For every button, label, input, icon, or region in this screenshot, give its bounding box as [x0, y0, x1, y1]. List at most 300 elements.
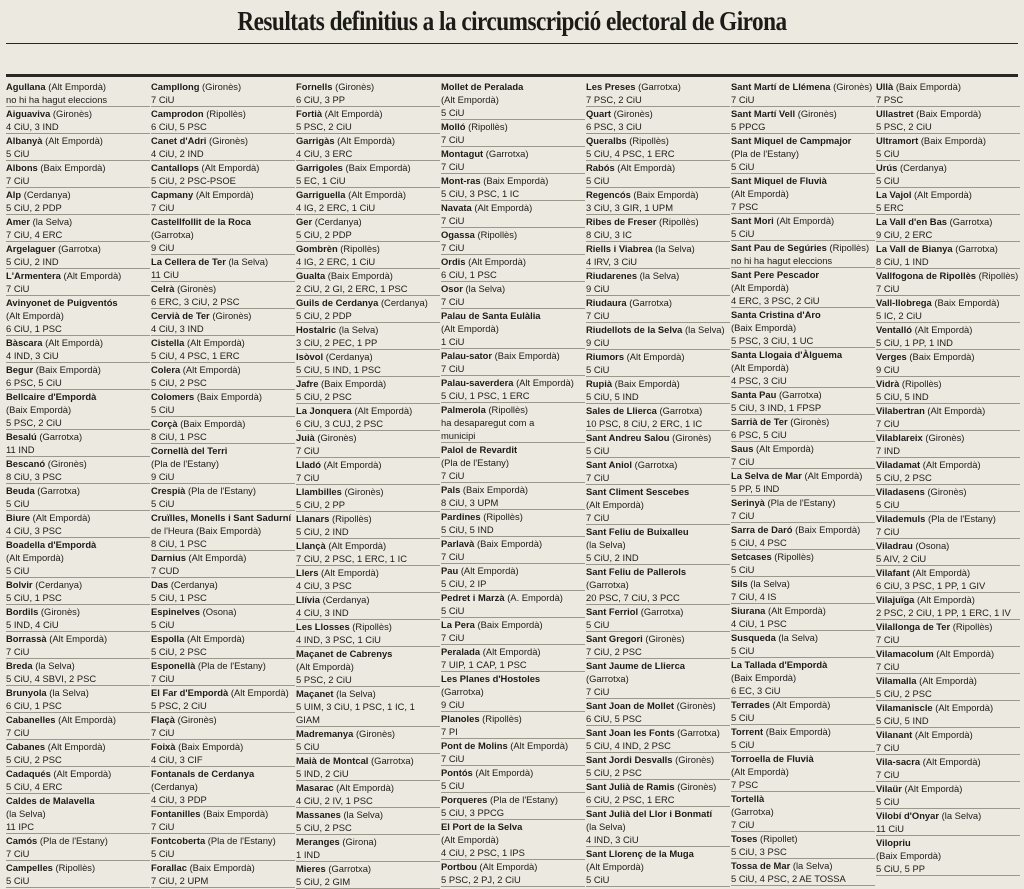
municipality-heading: [151, 713, 295, 726]
comarca-label: (Baix Empordà): [765, 726, 831, 737]
result-line: [441, 214, 585, 227]
result-text: 5 CiU, 2 PP: [296, 499, 345, 510]
comarca-label: (Gironès): [212, 310, 252, 321]
municipality-name: Gualta: [296, 270, 326, 281]
municipality-entry: [586, 107, 730, 134]
municipality-entry: [441, 483, 585, 510]
result-text: 7 CiU: [6, 646, 30, 657]
comarca-label: (Alt Empordà): [914, 324, 973, 335]
municipality-entry: [151, 807, 295, 834]
result-text: (Pla de l'Estany): [731, 148, 799, 159]
municipality-name: Parlavà: [441, 538, 475, 549]
result-text: 5 CiU: [6, 498, 30, 509]
municipality-entry: [876, 215, 1020, 242]
municipality-entry: [876, 782, 1020, 809]
municipality-name: Flaçà: [151, 714, 175, 725]
result-line: [441, 93, 585, 106]
municipality-heading: [441, 645, 585, 658]
municipality-name: Fortià: [296, 108, 323, 119]
municipality-name: Aiguaviva: [6, 108, 51, 119]
result-text: 4 CiU, 3 PSC: [6, 525, 62, 536]
result-text: 7 PSC, 2 CiU: [586, 94, 642, 105]
comarca-label: (Alt Empordà): [188, 552, 247, 563]
municipality-name: La Vall d'en Bas: [876, 216, 948, 227]
municipality-entry: [731, 415, 875, 442]
result-line: [296, 147, 440, 160]
result-text: 7 PI: [441, 726, 458, 737]
result-line: [441, 389, 585, 402]
municipality-name: Colomers: [151, 391, 195, 402]
result-line: [731, 428, 875, 441]
municipality-heading: [441, 564, 585, 577]
municipality-name: Sant Gregori: [586, 633, 643, 644]
municipality-heading: [296, 161, 440, 174]
comarca-label: (Ripollès): [488, 404, 529, 415]
municipality-name: Crespià: [151, 485, 186, 496]
result-line: [876, 282, 1020, 295]
municipality-heading: [586, 699, 730, 712]
result-line: [441, 873, 585, 886]
municipality-entry: [731, 134, 875, 174]
municipality-name: Jafre: [296, 378, 319, 389]
municipality-entry: [6, 861, 150, 888]
result-line: [441, 416, 585, 429]
result-line: [296, 579, 440, 592]
municipality-heading: [151, 417, 295, 430]
municipality-name: Les Preses: [586, 81, 636, 92]
municipality-entry: [586, 847, 730, 887]
municipality-entry: [731, 308, 875, 348]
municipality-heading: [731, 442, 875, 455]
municipality-entry: [586, 323, 730, 350]
result-text: 4 CiU, 2 IV, 1 PSC: [296, 795, 373, 806]
comarca-label: (Baix Empordà): [477, 619, 543, 630]
municipality-entry: [296, 647, 440, 687]
comarca-label: (la Selva): [35, 660, 75, 671]
municipality-entry: [876, 755, 1020, 782]
result-text: 5 CiU: [586, 874, 610, 885]
comarca-label: (Baix Empordà): [795, 524, 861, 535]
municipality-entry: [876, 161, 1020, 188]
municipality-entry: [151, 551, 295, 578]
municipality-entry: [876, 485, 1020, 512]
municipality-entry: [586, 565, 730, 605]
comarca-label: (Alt Empordà): [195, 189, 254, 200]
result-line: [586, 390, 730, 403]
result-line: [6, 753, 150, 766]
municipality-name: Fontcoberta: [151, 835, 206, 846]
result-text: 7 CiU, 2 PSC, 1 ERC, 1 IC: [296, 553, 407, 564]
municipality-heading: [876, 566, 1020, 579]
comarca-label: (Alt Empordà): [32, 512, 91, 523]
result-line: [6, 807, 150, 820]
municipality-entry: [6, 161, 150, 188]
municipality-entry: [151, 417, 295, 444]
result-text: 5 CiU: [6, 565, 30, 576]
result-text: (Alt Empordà): [731, 362, 789, 373]
result-text: 5 PSC, 2 CiU: [876, 121, 932, 132]
result-text: 6 PSC, 5 CiU: [731, 429, 787, 440]
result-line: [731, 805, 875, 818]
municipality-entry: [876, 539, 1020, 566]
result-text: 5 CiU, 2 IND: [586, 552, 639, 563]
comarca-label: (Garrotxa): [485, 148, 529, 159]
municipality-entry: [296, 377, 440, 404]
result-line: [6, 403, 150, 416]
municipality-entry: [441, 228, 585, 255]
result-text: 5 CiU, 4 PSC, 1 ERC: [151, 350, 240, 361]
comarca-label: (Cerdanya): [35, 579, 83, 590]
municipality-name: Quart: [586, 108, 612, 119]
municipality-name: Vilobí d'Onyar: [876, 810, 940, 821]
municipality-entry: [586, 269, 730, 296]
municipality-entry: [441, 618, 585, 645]
comarca-label: (Gironès): [925, 432, 965, 443]
municipality-name: Riells i Viabrea: [586, 243, 653, 254]
result-text: GIAM: [296, 714, 320, 725]
municipality-heading: [876, 674, 1020, 687]
result-line: [151, 497, 295, 510]
municipality-entry: [296, 566, 440, 593]
result-text: (Garrotxa): [441, 686, 484, 697]
municipality-heading: [731, 268, 875, 281]
municipality-heading: [876, 458, 1020, 471]
municipality-name: Bolvir: [6, 579, 33, 590]
municipality-heading: [441, 672, 585, 685]
result-line: [586, 93, 730, 106]
comarca-label: (Ripollès): [483, 511, 523, 522]
result-text: 7 CiU, 2 PSC: [586, 646, 642, 657]
municipality-heading: [731, 859, 875, 872]
result-line: [876, 390, 1020, 403]
result-text: 7 CiU: [876, 661, 900, 672]
municipality-heading: [296, 431, 440, 444]
result-text: 5 CiU, 3 IND, 1 FPSP: [731, 402, 822, 413]
municipality-heading: [441, 309, 585, 322]
municipality-heading: [586, 753, 730, 766]
result-text: 3 CiU, 3 GIR, 1 UPM: [586, 202, 673, 213]
result-text: 4 CiU, 3 IND: [296, 607, 349, 618]
municipality-heading: [731, 80, 875, 93]
municipality-entry: [441, 591, 585, 618]
result-line: [731, 254, 875, 267]
result-text: 5 IC, 2 CiU: [876, 310, 922, 321]
municipality-heading: [296, 350, 440, 363]
result-text: 9 CiU, 2 ERC: [876, 229, 933, 240]
result-text: 6 PSC, 3 CiU: [586, 121, 642, 132]
comarca-label: (Alt Empordà): [460, 565, 519, 576]
municipality-name: La Cellera de Ter: [151, 256, 226, 267]
municipality-heading: [151, 309, 295, 322]
municipality-name: Palmerola: [441, 404, 486, 415]
results-column: [586, 80, 731, 885]
municipality-entry: [586, 632, 730, 659]
municipality-heading: [296, 377, 440, 390]
municipality-name: Vilamalla: [876, 675, 917, 686]
result-line: [296, 498, 440, 511]
municipality-name: La Jonquera: [296, 405, 352, 416]
municipality-entry: [586, 161, 730, 188]
municipality-entry: [586, 188, 730, 215]
comarca-label: (Baix Empordà): [934, 297, 1000, 308]
result-text: 9 CiU: [586, 283, 610, 294]
municipality-heading: [296, 188, 440, 201]
result-line: [151, 120, 295, 133]
municipality-entry: [586, 215, 730, 242]
result-text: 7 CiU: [876, 769, 900, 780]
result-line: [6, 564, 150, 577]
municipality-name: La Selva de Mar: [731, 470, 802, 481]
result-text: 7 CiU: [586, 686, 610, 697]
result-text: 5 CiU, 5 IND: [876, 715, 929, 726]
comarca-label: (Alt Empordà): [230, 687, 289, 698]
results-column: [441, 80, 586, 885]
result-line: [586, 417, 730, 430]
result-text: (Alt Empordà): [441, 94, 499, 105]
municipality-heading: [586, 323, 730, 336]
municipality-heading: [296, 269, 440, 282]
comarca-label: (Alt Empordà): [47, 741, 106, 752]
municipality-name: Campelles: [6, 862, 53, 873]
municipality-entry: [296, 687, 440, 727]
comarca-label: (Baix Empordà): [462, 484, 529, 495]
municipality-name: Porqueres: [441, 794, 488, 805]
municipality-heading: [441, 820, 585, 833]
municipality-name: Sils: [731, 578, 748, 589]
comarca-label: (Alt Empordà): [804, 470, 863, 481]
result-text: 4 CiU, 3 IND: [6, 121, 59, 132]
comarca-label: (Gironès): [672, 432, 712, 443]
result-text: 4 IND, 3 PSC, 1 CiU: [296, 634, 381, 645]
municipality-name: Ullà: [876, 81, 894, 92]
result-line: [6, 120, 150, 133]
result-text: (Alt Empordà): [441, 834, 499, 845]
result-text: 5 CiU, 2 PSC: [876, 688, 932, 699]
municipality-entry: [151, 134, 295, 161]
municipality-heading: [151, 659, 295, 672]
result-text: 7 CiU: [586, 310, 610, 321]
municipality-heading: [441, 712, 585, 725]
result-line: [296, 390, 440, 403]
municipality-entry: [731, 107, 875, 134]
municipality-heading: [731, 752, 875, 765]
municipality-heading: [731, 348, 875, 361]
result-text: 7 CiU: [296, 472, 320, 483]
result-text: (Alt Empordà): [6, 310, 64, 321]
municipality-name: Verges: [876, 351, 907, 362]
municipality-entry: [731, 469, 875, 496]
municipality-name: Montagut: [441, 148, 484, 159]
municipality-name: Peralada: [441, 646, 481, 657]
result-line: [6, 443, 150, 456]
municipality-entry: [6, 80, 150, 107]
result-text: 7 CiU: [441, 753, 465, 764]
comarca-label: (Ripollès): [658, 216, 699, 227]
municipality-name: Hostalric: [296, 324, 337, 335]
result-line: [296, 713, 440, 726]
municipality-name: Espinelves: [151, 606, 200, 617]
result-line: [6, 497, 150, 510]
result-line: [296, 740, 440, 753]
result-text: 3 CiU, 2 PEC, 1 PP: [296, 337, 378, 348]
municipality-heading: [151, 444, 295, 457]
municipality-entry: [151, 161, 295, 188]
result-text: 9 CiU: [876, 364, 900, 375]
result-line: [296, 767, 440, 780]
municipality-entry: [441, 349, 585, 376]
result-text: 7 CiU: [6, 848, 30, 859]
result-text: 4 CiU, 3 CIF: [151, 754, 203, 765]
result-text: 4 CiU, 3 PSC: [296, 580, 352, 591]
comarca-label: (Garrotxa): [659, 405, 703, 416]
municipality-entry: [296, 188, 440, 215]
municipality-entry: [151, 632, 295, 659]
result-line: [586, 820, 730, 833]
municipality-heading: [296, 539, 440, 552]
result-text: 7 CiU, 4 ERC: [6, 229, 63, 240]
result-text: 5 CiU, 5 IND: [876, 391, 929, 402]
result-text: 5 CiU, 1 PSC: [6, 592, 62, 603]
municipality-heading: [6, 107, 150, 120]
result-line: [151, 645, 295, 658]
municipality-name: Sant Jaume de Llierca: [586, 660, 686, 671]
result-line: [296, 606, 440, 619]
result-line: [731, 818, 875, 831]
result-text: 7 CiU: [151, 202, 175, 213]
result-text: (Baix Empordà): [876, 850, 942, 861]
municipality-name: Sant Feliu de Buixalleu: [586, 526, 689, 537]
municipality-heading: [876, 836, 1020, 849]
municipality-heading: [151, 686, 295, 699]
result-line: [151, 349, 295, 362]
comarca-label: (Alt Empordà): [354, 405, 413, 416]
municipality-name: Vilamacolum: [876, 648, 934, 659]
results-column: [731, 80, 876, 884]
comarca-label: (Gironès): [52, 108, 92, 119]
municipality-heading: [6, 80, 150, 93]
municipality-name: Siurana: [731, 605, 766, 616]
municipality-entry: [586, 431, 730, 458]
result-text: 8 CiU, 3 PSC: [6, 471, 62, 482]
municipality-entry: [151, 255, 295, 282]
municipality-heading: [586, 565, 730, 578]
comarca-label: (Alt Empordà): [475, 767, 534, 778]
result-text: 7 PSC: [731, 779, 759, 790]
result-text: 5 AIV, 2 CiU: [876, 553, 927, 564]
result-line: [586, 147, 730, 160]
comarca-label: (Garrotxa): [640, 606, 684, 617]
municipality-heading: [876, 80, 1020, 93]
result-line: [6, 672, 150, 685]
result-text: 5 ERC: [876, 202, 904, 213]
comarca-label: (Baix Empordà): [633, 189, 699, 200]
result-line: [731, 845, 875, 858]
result-text: no hi ha hagut eleccions: [731, 255, 833, 266]
municipality-name: Ogassa: [441, 229, 475, 240]
result-line: [731, 93, 875, 106]
municipality-name: Espolla: [151, 633, 185, 644]
municipality-name: Riudellots de la Selva: [586, 324, 683, 335]
result-line: [731, 644, 875, 657]
municipality-name: Sant Andreu Salou: [586, 432, 670, 443]
comarca-label: (Cerdanya): [899, 162, 947, 173]
comarca-label: (Baix Empordà): [614, 378, 680, 389]
comarca-label: (Gironès): [40, 606, 80, 617]
municipality-entry: [151, 282, 295, 309]
municipality-heading: [876, 269, 1020, 282]
municipality-name: Fontanals de Cerdanya: [151, 768, 255, 779]
municipality-name: Sant Aniol: [586, 459, 633, 470]
municipality-heading: [441, 228, 585, 241]
municipality-entry: [151, 444, 295, 484]
result-line: [296, 309, 440, 322]
municipality-name: Alp: [6, 189, 22, 200]
municipality-name: Darnius: [151, 552, 186, 563]
municipality-name: Sant Martí de Llémena: [731, 81, 831, 92]
municipality-entry: [441, 147, 585, 174]
municipality-heading: [151, 390, 295, 403]
result-line: [6, 255, 150, 268]
municipality-name: La Tallada d'Empordà: [731, 659, 828, 670]
result-text: 4 CiU, 3 PDP: [151, 794, 207, 805]
municipality-heading: [876, 188, 1020, 201]
comarca-label: (la Selva): [792, 860, 833, 871]
comarca-label: (Cerdanya): [23, 189, 71, 200]
result-text: 5 CiU: [586, 619, 610, 630]
result-text: 11 IND: [6, 444, 35, 455]
municipality-name: Amer: [6, 216, 30, 227]
result-text: 4 IRV, 3 CiU: [586, 256, 638, 267]
municipality-entry: [586, 377, 730, 404]
municipality-entry: [151, 390, 295, 417]
municipality-name: Maçanet: [296, 688, 334, 699]
municipality-entry: [876, 593, 1020, 620]
result-text: 4 CiU, 3 ERC: [296, 148, 353, 159]
result-line: [6, 551, 150, 564]
result-line: [296, 875, 440, 888]
municipality-heading: [151, 336, 295, 349]
comarca-label: (Gironès): [675, 754, 715, 765]
municipality-entry: [6, 269, 150, 296]
municipality-entry: [296, 754, 440, 781]
result-text: 5 CiU, 2 PSC-PSOE: [151, 175, 236, 186]
municipality-entry: [876, 701, 1020, 728]
municipality-name: Vilamaniscle: [876, 702, 933, 713]
comarca-label: (Osona): [915, 540, 950, 551]
municipality-heading: [6, 336, 150, 349]
municipality-heading: [586, 485, 730, 498]
comarca-label: (la Selva): [685, 324, 725, 335]
result-line: [586, 444, 730, 457]
municipality-entry: [296, 512, 440, 539]
municipality-name: Mollet de Peralada: [441, 81, 524, 92]
result-line: [731, 334, 875, 347]
comarca-label: (la Selva): [465, 283, 506, 294]
municipality-name: Sant Climent Sescebes: [586, 486, 690, 497]
municipality-name: Vilademuls: [876, 513, 926, 524]
comarca-label: (Garrotxa): [955, 243, 998, 254]
municipality-name: Brunyola: [6, 687, 47, 698]
result-text: 2 CiU, 2 GI, 2 ERC, 1 PSC: [296, 283, 408, 294]
municipality-heading: [731, 550, 875, 563]
municipality-heading: [296, 134, 440, 147]
municipality-name: Mont-ras: [441, 175, 481, 186]
municipality-heading: [731, 214, 875, 227]
municipality-name: Riudarenes: [586, 270, 638, 281]
municipality-name: Sales de Llierca: [586, 405, 657, 416]
comarca-label: (Alt Empordà): [323, 459, 382, 470]
result-line: [441, 604, 585, 617]
